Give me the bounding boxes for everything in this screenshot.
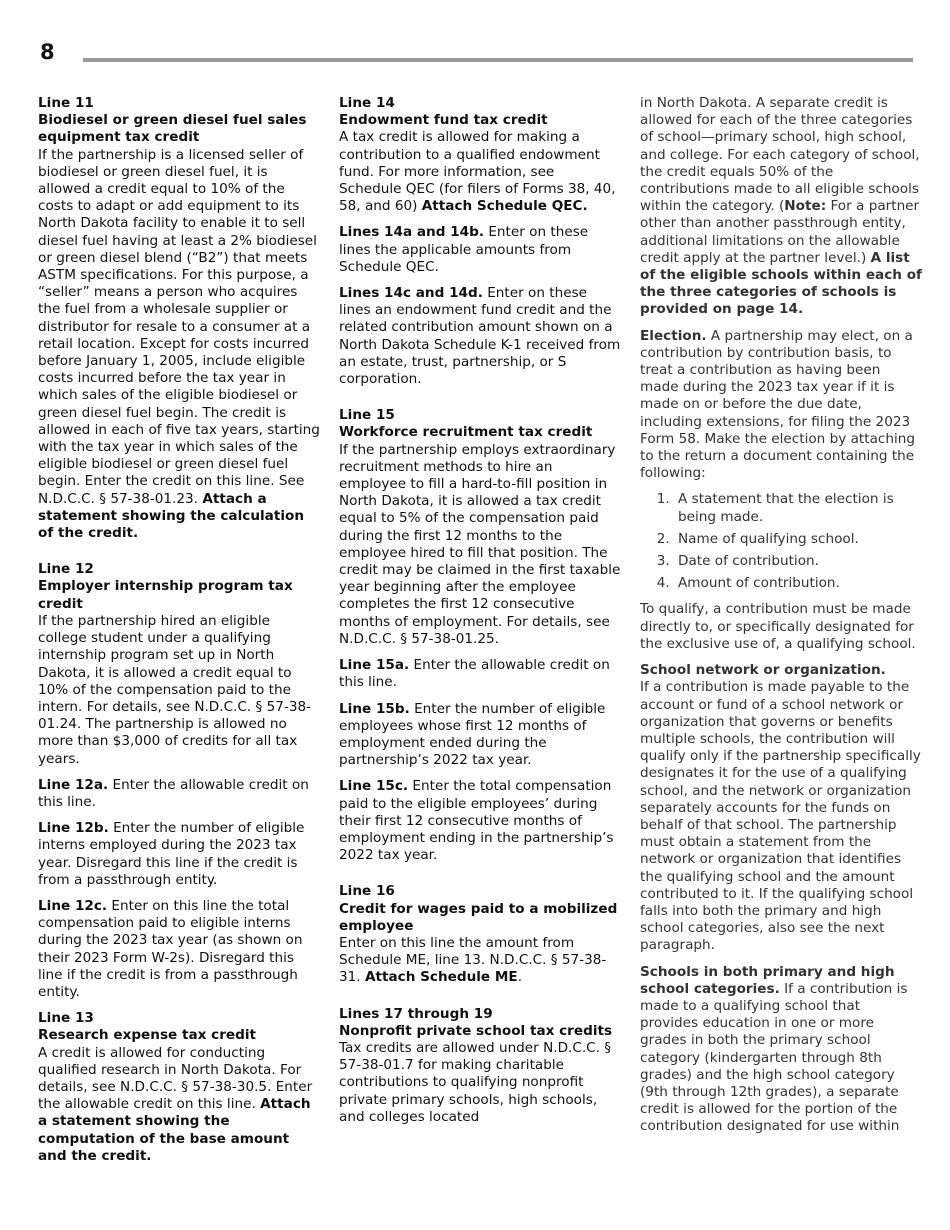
- election-requirements-list: [640, 491, 922, 592]
- line-17-heading: Lines 17 through 19: [339, 1005, 493, 1022]
- column-2: [339, 95, 621, 1135]
- lines-17-19-continued: in North Dakota. A separate credit is allowed for each of the three categories of school—primary school, high school, and college. For each category of school, the credit equals 50% of the contributions made to all eligible schools within the category. (Note: For a partner other than another passthrough entity, additional limitations on the allowable credit apply at the partner level.) A list of the eligible schools within each of the three categories of schools is provided on page 14.: [640, 95, 922, 318]
- line-11-body: If the partnership is a licensed seller of biodiesel or green diesel fuel, it is allowed a credit equal to 10% of the costs to adapt or add equipment to its North Dakota facility to enable it to sell diesel fuel having at least a 2% biodiesel or green diesel blend (“B2”) that meets ASTM specifications. For this purpose, a “seller” means a person who acquires the fuel from a wholesale supplier or distributor for resale to a consumer at a retail location. Except for costs incurred before January 1, 2005, include eligible costs incurred before the tax year in which sales of the eligible biodiesel or green diesel fuel begin. The credit is allowed in each of five tax years, starting with the tax year in which sales of the eligible biodiesel or green diesel fuel begin. Enter the credit on this line. See N.D.C.C. § 57-38-01.23. Attach a statement showing the calculation of the credit.: [38, 146, 320, 542]
- column-1: [38, 95, 320, 1174]
- line-16-section: [339, 883, 621, 986]
- line-17-title: Nonprofit private school tax credits: [339, 1022, 613, 1039]
- line-13-body: A credit is allowed for conducting qualified research in North Dakota. For details, see N.D.C.C. § 57-38-30.5. Enter the allowable credit on this line. Attach a statement showing the computation of the base amount and the credit.: [38, 1044, 313, 1164]
- line-12-section: [38, 561, 320, 767]
- line-15-title: Workforce recruitment tax credit: [339, 424, 593, 441]
- line-15c-paragraph: Line 15c. Enter the total compensation paid to the eligible employees’ during their first 12 consecutive months of employment ending in the partnership’s 2022 tax year.: [339, 778, 614, 864]
- line-15-heading: Line 15: [339, 407, 395, 424]
- line-17-body: Tax credits are allowed under N.D.C.C. § 57-38-01.7 for making charitable contributions to qualifying nonprofit private primary schools, high schools, and colleges located: [339, 1039, 612, 1125]
- line-15-body: If the partnership employs extraordinary recruitment methods to hire an employee to fill a hard-to-fill position in North Dakota, it is allowed a tax credit equal to 5% of the compensation paid during the first 12 months to the employee hired to fill that position. The credit may be claimed in the first taxable year beginning after the employee completes the first 12 consecutive months of employment. For details, see N.D.C.C. § 57-38-01.25.: [339, 441, 621, 647]
- line-15-section: [339, 407, 621, 648]
- line-14cd-paragraph: Lines 14c and 14d. Enter on these lines an endowment fund credit and the related contribution amount shown on a North Dakota Schedule K-1 received from an estate, trust, partnership, or S corporation.: [339, 285, 621, 388]
- line-14-title: Endowment fund tax credit: [339, 112, 548, 129]
- line-12-heading: Line 12: [38, 561, 94, 578]
- election-paragraph: Election. A partnership may elect, on a contribution by contribution basis, to treat a contribution as having been made during the 2023 tax year if it is made on or before the due date, including extensions, for filing the 2023 Form 58. Make the election by attaching to the return a document containing the following:: [640, 327, 916, 482]
- list-item: 1. A statement that the election is being made.: [674, 491, 922, 525]
- line-11-heading: Line 11: [38, 95, 94, 111]
- line-12a-paragraph: Line 12a. Enter the allowable credit on this line.: [38, 776, 309, 810]
- qualify-paragraph: To qualify, a contribution must be made directly to, or specifically designated for the exclusive use of, a qualifying school.: [640, 601, 916, 652]
- line-13-title: Research expense tax credit: [38, 1027, 257, 1044]
- line-16-body: Enter on this line the amount from Schedule ME, line 13. N.D.C.C. § 57-38-31. Attach Schedule ME.: [339, 934, 607, 986]
- line-15b-paragraph: Line 15b. Enter the number of eligible employees whose first 12 months of employment ended during the partnership’s 2022 tax year.: [339, 700, 606, 769]
- line-11-section: [38, 95, 320, 542]
- line-12-body: If the partnership hired an eligible college student under a qualifying internship program set up in North Dakota, it is allowed a credit equal to 10% of the compensation paid to the intern. For details, see N.D.C.C. § 57-38-01.24. The partnership is allowed no more than $3,000 of credits for all tax years.: [38, 612, 312, 767]
- line-13-section: [38, 1010, 320, 1165]
- line-17-section: [339, 1006, 621, 1126]
- line-14-heading: Line 14: [339, 95, 395, 111]
- line-13-heading: Line 13: [38, 1010, 94, 1027]
- line-15a-paragraph: Line 15a. Enter the allowable credit on this line.: [339, 657, 610, 691]
- line-12c-paragraph: Line 12c. Enter on this line the total compensation paid to eligible interns during the 2023 tax year (as shown on their 2023 Form W-2s). Disregard this line if the credit is from a passthrough entity.: [38, 897, 303, 1000]
- line-14-section: [339, 95, 621, 215]
- list-item: 2. Name of qualifying school.: [674, 531, 922, 548]
- line-12-title: Employer internship program tax credit: [38, 578, 293, 612]
- line-11-title: Biodiesel or green diesel fuel sales equipment tax credit: [38, 112, 307, 146]
- school-network-paragraph: School network or organization. If a contribution is made payable to the account or fund of a school network or organization that governs or benefits multiple schools, the contribution will qualify only if the partnership specifically designates it for the use of a qualifying school, and the network or organization separately accounts for the funds on behalf of that school. The partnership must obtain a statement from the network or organization that identifies the qualifying school and the amount contributed to it. If the qualifying school falls into both the primary and high school categories, also see the next paragraph.: [640, 662, 921, 954]
- line-16-title: Credit for wages paid to a mobilized employee: [339, 900, 618, 934]
- line-14-body: A tax credit is allowed for making a contribution to a qualified endowment fund. For more information, see Schedule QEC (for filers of Forms 38, 40, 58, and 60) Attach Schedule QEC.: [339, 129, 616, 215]
- line-12b-paragraph: Line 12b. Enter the number of eligible interns employed during the 2023 tax year. Disregard this line if the credit is from a passthrough entity.: [38, 820, 305, 888]
- list-item: 3. Date of contribution.: [674, 553, 922, 570]
- line-16-heading: Line 16: [339, 883, 395, 900]
- header-rule: [83, 58, 913, 62]
- list-item: 4. Amount of contribution.: [674, 575, 922, 592]
- page-number: 8: [40, 40, 55, 64]
- column-3: [640, 95, 922, 1145]
- both-categories-paragraph: Schools in both primary and high school categories. If a contribution is made to a qualifying school that provides education in one or more grades in both the primary school category (kindergarten through 8th grades) and the high school category (9th through 12th grades), a separate credit is allowed for the portion of the contribution designated for use within: [640, 963, 908, 1135]
- line-14ab-paragraph: Lines 14a and 14b. Enter on these lines the applicable amounts from Schedule QEC.: [339, 224, 589, 275]
